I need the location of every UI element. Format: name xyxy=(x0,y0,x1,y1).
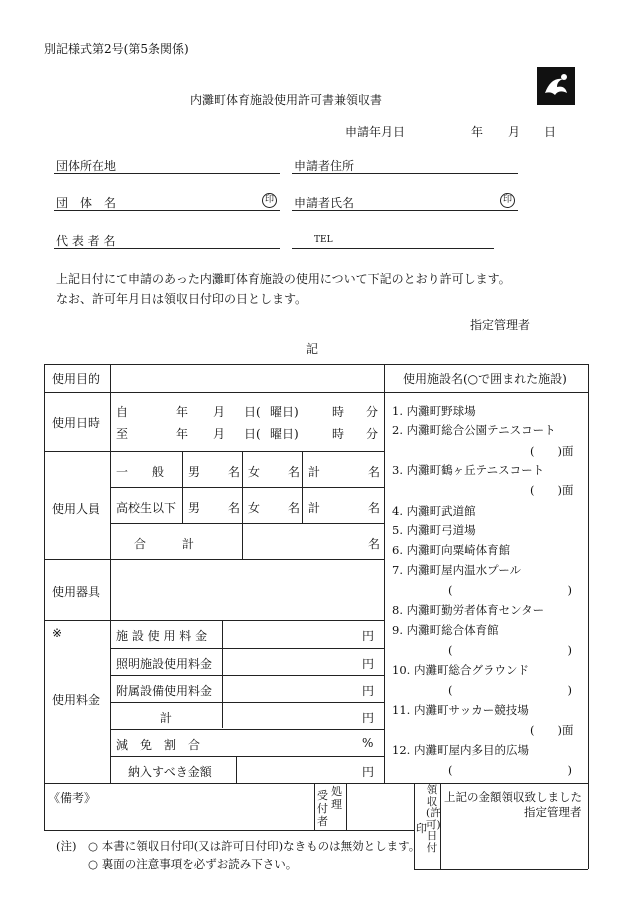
mei-label: 名 xyxy=(368,501,381,515)
manager-label: 指定管理者 xyxy=(470,318,531,332)
fee-row-label: 計 xyxy=(160,711,173,725)
sum-label: 計 xyxy=(308,465,321,479)
facility-item[interactable]: 11. 内灘町サッカー競技場 xyxy=(392,703,529,717)
org-name-label: 団 体 名 xyxy=(56,196,117,210)
hour-label: 時 xyxy=(332,427,345,441)
facility-item[interactable]: 7. 内灘町屋内温水プール xyxy=(392,563,522,577)
application-year: 年 xyxy=(471,125,484,139)
minute-label: 分 xyxy=(366,405,379,419)
mei-label: 名 xyxy=(228,465,241,479)
month-label: 月 xyxy=(213,405,226,419)
footnote-label: (注) xyxy=(56,839,77,853)
footnote-2: ○ 裏面の注意事項を必ずお読み下さい。 xyxy=(88,857,298,871)
fee-row-label: 附属設備使用料金 xyxy=(116,684,213,698)
seal-mark: 印 xyxy=(416,822,427,835)
year-label: 年 xyxy=(176,427,189,441)
facility-paren: ( ) xyxy=(448,643,572,657)
form-number: 別記様式第2号(第5条関係) xyxy=(44,42,189,56)
fee-row-unit: 円 xyxy=(362,657,375,671)
kome-mark: ※ xyxy=(52,626,63,640)
receiver-label: 受付者 xyxy=(317,789,328,828)
facility-item[interactable]: 9. 内灘町総合体育館 xyxy=(392,623,499,637)
fee-label: 使用料金 xyxy=(52,693,101,707)
facility-count: ( )面 xyxy=(530,723,574,737)
month-label: 月 xyxy=(213,427,226,441)
mei-label: 名 xyxy=(228,501,241,515)
weekday-label: 曜日) xyxy=(270,427,299,441)
female-label: 女 xyxy=(248,465,261,479)
application-date-label: 申請年月日 xyxy=(345,125,406,139)
mei-label: 名 xyxy=(368,537,381,551)
male-label: 男 xyxy=(188,465,201,479)
remarks-label: 《備考》 xyxy=(48,791,97,805)
year-label: 年 xyxy=(176,405,189,419)
hour-label: 時 xyxy=(332,405,345,419)
fee-row-unit: 円 xyxy=(362,629,375,643)
total-label: 合 計 xyxy=(134,537,195,551)
processing-label: 処理 xyxy=(331,785,342,811)
page-title: 内灘町体育施設使用許可書兼領収書 xyxy=(190,93,383,107)
from-label: 自 xyxy=(116,405,129,419)
receipt-date-label: 領収(許可)日付 xyxy=(426,784,441,854)
facility-paren: ( ) xyxy=(448,763,572,777)
fee-row-label: 減 免 割 合 xyxy=(116,738,201,752)
fee-row-label: 施 設 使 用 料 金 xyxy=(116,629,208,643)
day-label: 日( xyxy=(244,405,261,419)
equipment-label: 使用器具 xyxy=(52,585,101,599)
facility-item[interactable]: 1. 内灘町野球場 xyxy=(392,404,476,418)
facility-item[interactable]: 3. 内灘町鶴ヶ丘テニスコート xyxy=(392,463,545,477)
facility-item[interactable]: 10. 内灘町総合グラウンド xyxy=(392,663,529,677)
male-label: 男 xyxy=(188,501,201,515)
female-label: 女 xyxy=(248,501,261,515)
mei-label: 名 xyxy=(288,465,301,479)
facility-item[interactable]: 4. 内灘町武道館 xyxy=(392,504,476,518)
notice-line-1: 上記日付にて申請のあった内灘町体育施設の使用について下記のとおり許可します。 xyxy=(56,272,511,286)
general-label: 一 般 xyxy=(116,465,165,479)
to-label: 至 xyxy=(116,427,129,441)
fee-row-unit: 円 xyxy=(362,711,375,725)
facility-item[interactable]: 12. 内灘町屋内多目的広場 xyxy=(392,743,529,757)
application-month: 月 xyxy=(508,125,521,139)
applicant-address-label: 申請者住所 xyxy=(294,159,355,173)
facility-paren: ( ) xyxy=(448,683,572,697)
people-label: 使用人員 xyxy=(52,502,101,516)
datetime-label: 使用日時 xyxy=(52,416,101,430)
representative-label: 代 表 者 名 xyxy=(56,234,116,248)
facility-header: 使用施設名(○で囲まれた施設) xyxy=(403,372,567,386)
seal-mark: 印 xyxy=(500,193,515,208)
mei-label: 名 xyxy=(368,465,381,479)
facility-count: ( )面 xyxy=(530,483,574,497)
org-address-label: 団体所在地 xyxy=(56,159,117,173)
ki-label: 記 xyxy=(306,342,319,356)
highschool-label: 高校生以下 xyxy=(116,501,177,515)
weekday-label: 曜日) xyxy=(270,405,299,419)
manager-label: 指定管理者 xyxy=(524,805,582,819)
purpose-label: 使用目的 xyxy=(52,372,101,386)
fee-row-label: 照明施設使用料金 xyxy=(116,657,213,671)
notice-line-2: なお、許可年月日は領収日付印の日とします。 xyxy=(56,292,308,306)
application-day: 日 xyxy=(544,125,557,139)
facility-item[interactable]: 8. 内灘町勤労者体育センター xyxy=(392,603,545,617)
tel-label: TEL xyxy=(314,235,333,245)
mei-label: 名 xyxy=(288,501,301,515)
sum-label: 計 xyxy=(308,501,321,515)
facility-item[interactable]: 6. 内灘町向粟崎体育館 xyxy=(392,543,511,557)
seal-mark: 印 xyxy=(262,193,277,208)
received-text: 上記の金額領収致しました xyxy=(444,790,582,804)
day-label: 日( xyxy=(244,427,261,441)
fee-row-label: 納入すべき金額 xyxy=(128,765,212,779)
fee-row-unit: 円 xyxy=(362,684,375,698)
facility-item[interactable]: 2. 内灘町総合公園テニスコート xyxy=(392,423,556,437)
footnote-1: ○ 本書に領収日付印(又は許可日付印)なきものは無効とします。 xyxy=(88,839,421,853)
purpose-field[interactable] xyxy=(112,366,382,390)
minute-label: 分 xyxy=(366,427,379,441)
applicant-name-label: 申請者氏名 xyxy=(294,196,355,210)
facility-count: ( )面 xyxy=(530,444,574,458)
fee-row-unit: 円 xyxy=(362,765,375,779)
facility-paren: ( ) xyxy=(448,583,572,597)
fee-row-unit: % xyxy=(362,736,374,750)
facility-item[interactable]: 5. 内灘町弓道場 xyxy=(392,523,476,537)
